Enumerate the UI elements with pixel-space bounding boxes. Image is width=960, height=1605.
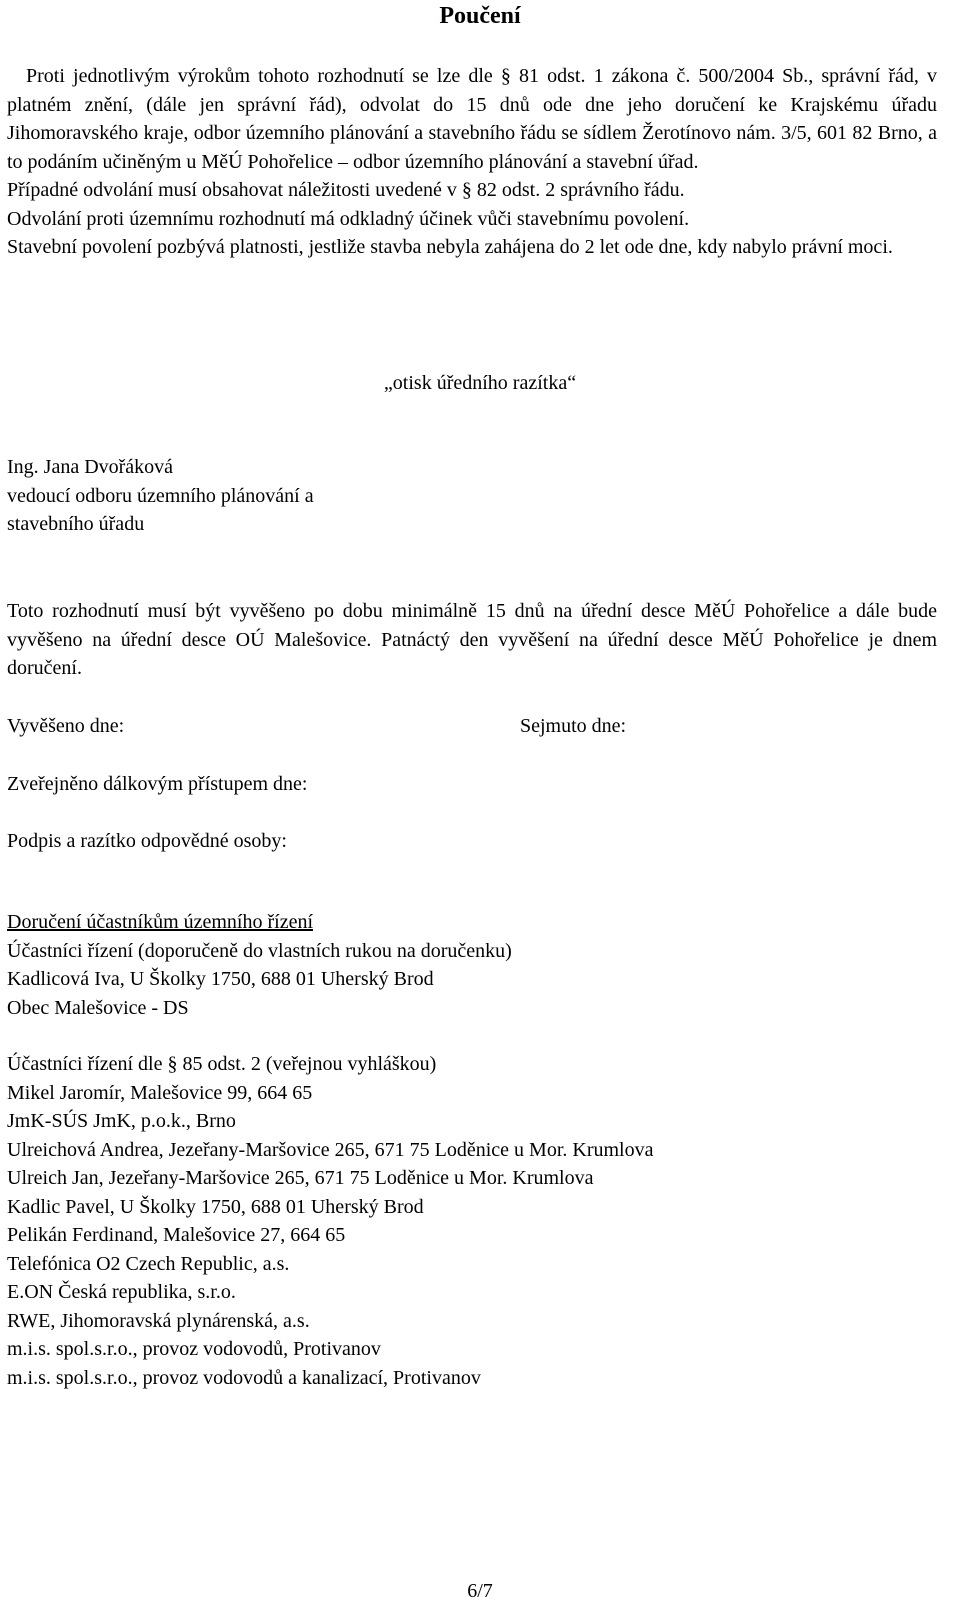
list-item: m.i.s. spol.s.r.o., provoz vodovodů a kanalizací, Protivanov	[7, 1366, 481, 1389]
signature-stamp-label: Podpis a razítko odpovědné osoby:	[7, 830, 287, 852]
list-item: JmK-SÚS JmK, p.o.k., Brno	[7, 1110, 236, 1132]
posting-notice: Toto rozhodnutí musí být vyvěšeno po dobu minimálně 15 dnů na úřední desce MěÚ Pohořelice a dále bude vyvěšeno na úřední desce OÚ Malešovice. Patnáctý den vyvěšení na úřední desce MěÚ Pohořelice je dnem doručení.	[7, 600, 937, 679]
list-item: Obec Malešovice - DS	[7, 996, 189, 1019]
permit-validity: Stavební povolení pozbývá platnosti, jestliže stavba nebyla zahájena do 2 let ode dne, kdy nabylo právní moci.	[7, 236, 893, 258]
appeal-effect: Odvolání proti územnímu rozhodnutí má odkladný účinek vůči stavebnímu povolení.	[7, 207, 690, 230]
appeal-paragraph: Proti jednotlivým výrokům tohoto rozhodnutí se lze dle § 81 odst. 1 zákona č. 500/2004 Sb., správní řád, v platném znění, (dále jen správní řád), odvolat do 15 dnů ode dne jeho doručení ke Krajskému úřadu Jihomoravského kraje, odbor územního plánování a stavebního řádu se sídlem Žerotínovo nám. 3/5, 601 82 Brno, a to podáním učiněným u MěÚ Pohořelice – odbor územního plánování a stavební úřad.	[7, 65, 937, 173]
list-item: RWE, Jihomoravská plynárenská, a.s.	[7, 1309, 310, 1332]
published-date-label: Zveřejněno dálkovým přístupem dne:	[7, 773, 308, 795]
removed-date-label: Sejmuto dne:	[520, 715, 627, 737]
delivery-list	[7, 908, 653, 1392]
list-item: Pelikán Ferdinand, Malešovice 27, 664 65	[7, 1224, 346, 1246]
spacer	[7, 1022, 653, 1050]
page-number: 6/7	[467, 1580, 493, 1602]
appeal-instructions	[7, 62, 937, 262]
signatory-role: vedoucí odboru územního plánování a	[7, 484, 314, 507]
official-stamp-placeholder: „otisk úředního razítka“	[383, 372, 577, 394]
list-item: m.i.s. spol.s.r.o., provoz vodovodů, Protivanov	[7, 1338, 381, 1360]
list-item: Ulreichová Andrea, Jezeřany-Maršovice 265, 671 75 Loděnice u Mor. Krumlova	[7, 1138, 654, 1161]
delivery-heading: Doručení účastníkům územního řízení	[7, 911, 314, 933]
list-item: Kadlicová Iva, U Školky 1750, 688 01 Uherský Brod	[7, 968, 434, 990]
signature-block	[7, 453, 314, 539]
appeal-requirements: Případné odvolání musí obsahovat náležitosti uvedené v § 82 odst. 2 správního řádu.	[7, 179, 685, 201]
list-item: E.ON Česká republika, s.r.o.	[7, 1281, 236, 1303]
signatory-role-cont: stavebního úřadu	[7, 513, 145, 535]
signatory-name: Ing. Jana Dvořáková	[7, 456, 174, 478]
list-item: Kadlic Pavel, U Školky 1750, 688 01 Uherský Brod	[7, 1195, 424, 1218]
group1-heading: Účastníci řízení (doporučeně do vlastních rukou na doručenku)	[7, 939, 512, 962]
document-title: Poučení	[439, 3, 521, 29]
posted-date-label: Vyvěšeno dne:	[7, 715, 125, 737]
list-item: Ulreich Jan, Jezeřany-Maršovice 265, 671 75 Loděnice u Mor. Krumlova	[7, 1167, 594, 1189]
list-item: Telefónica O2 Czech Republic, a.s.	[7, 1252, 290, 1275]
list-item: Mikel Jaromír, Malešovice 99, 664 65	[7, 1081, 313, 1104]
group2-heading: Účastníci řízení dle § 85 odst. 2 (veřejnou vyhláškou)	[7, 1053, 437, 1075]
